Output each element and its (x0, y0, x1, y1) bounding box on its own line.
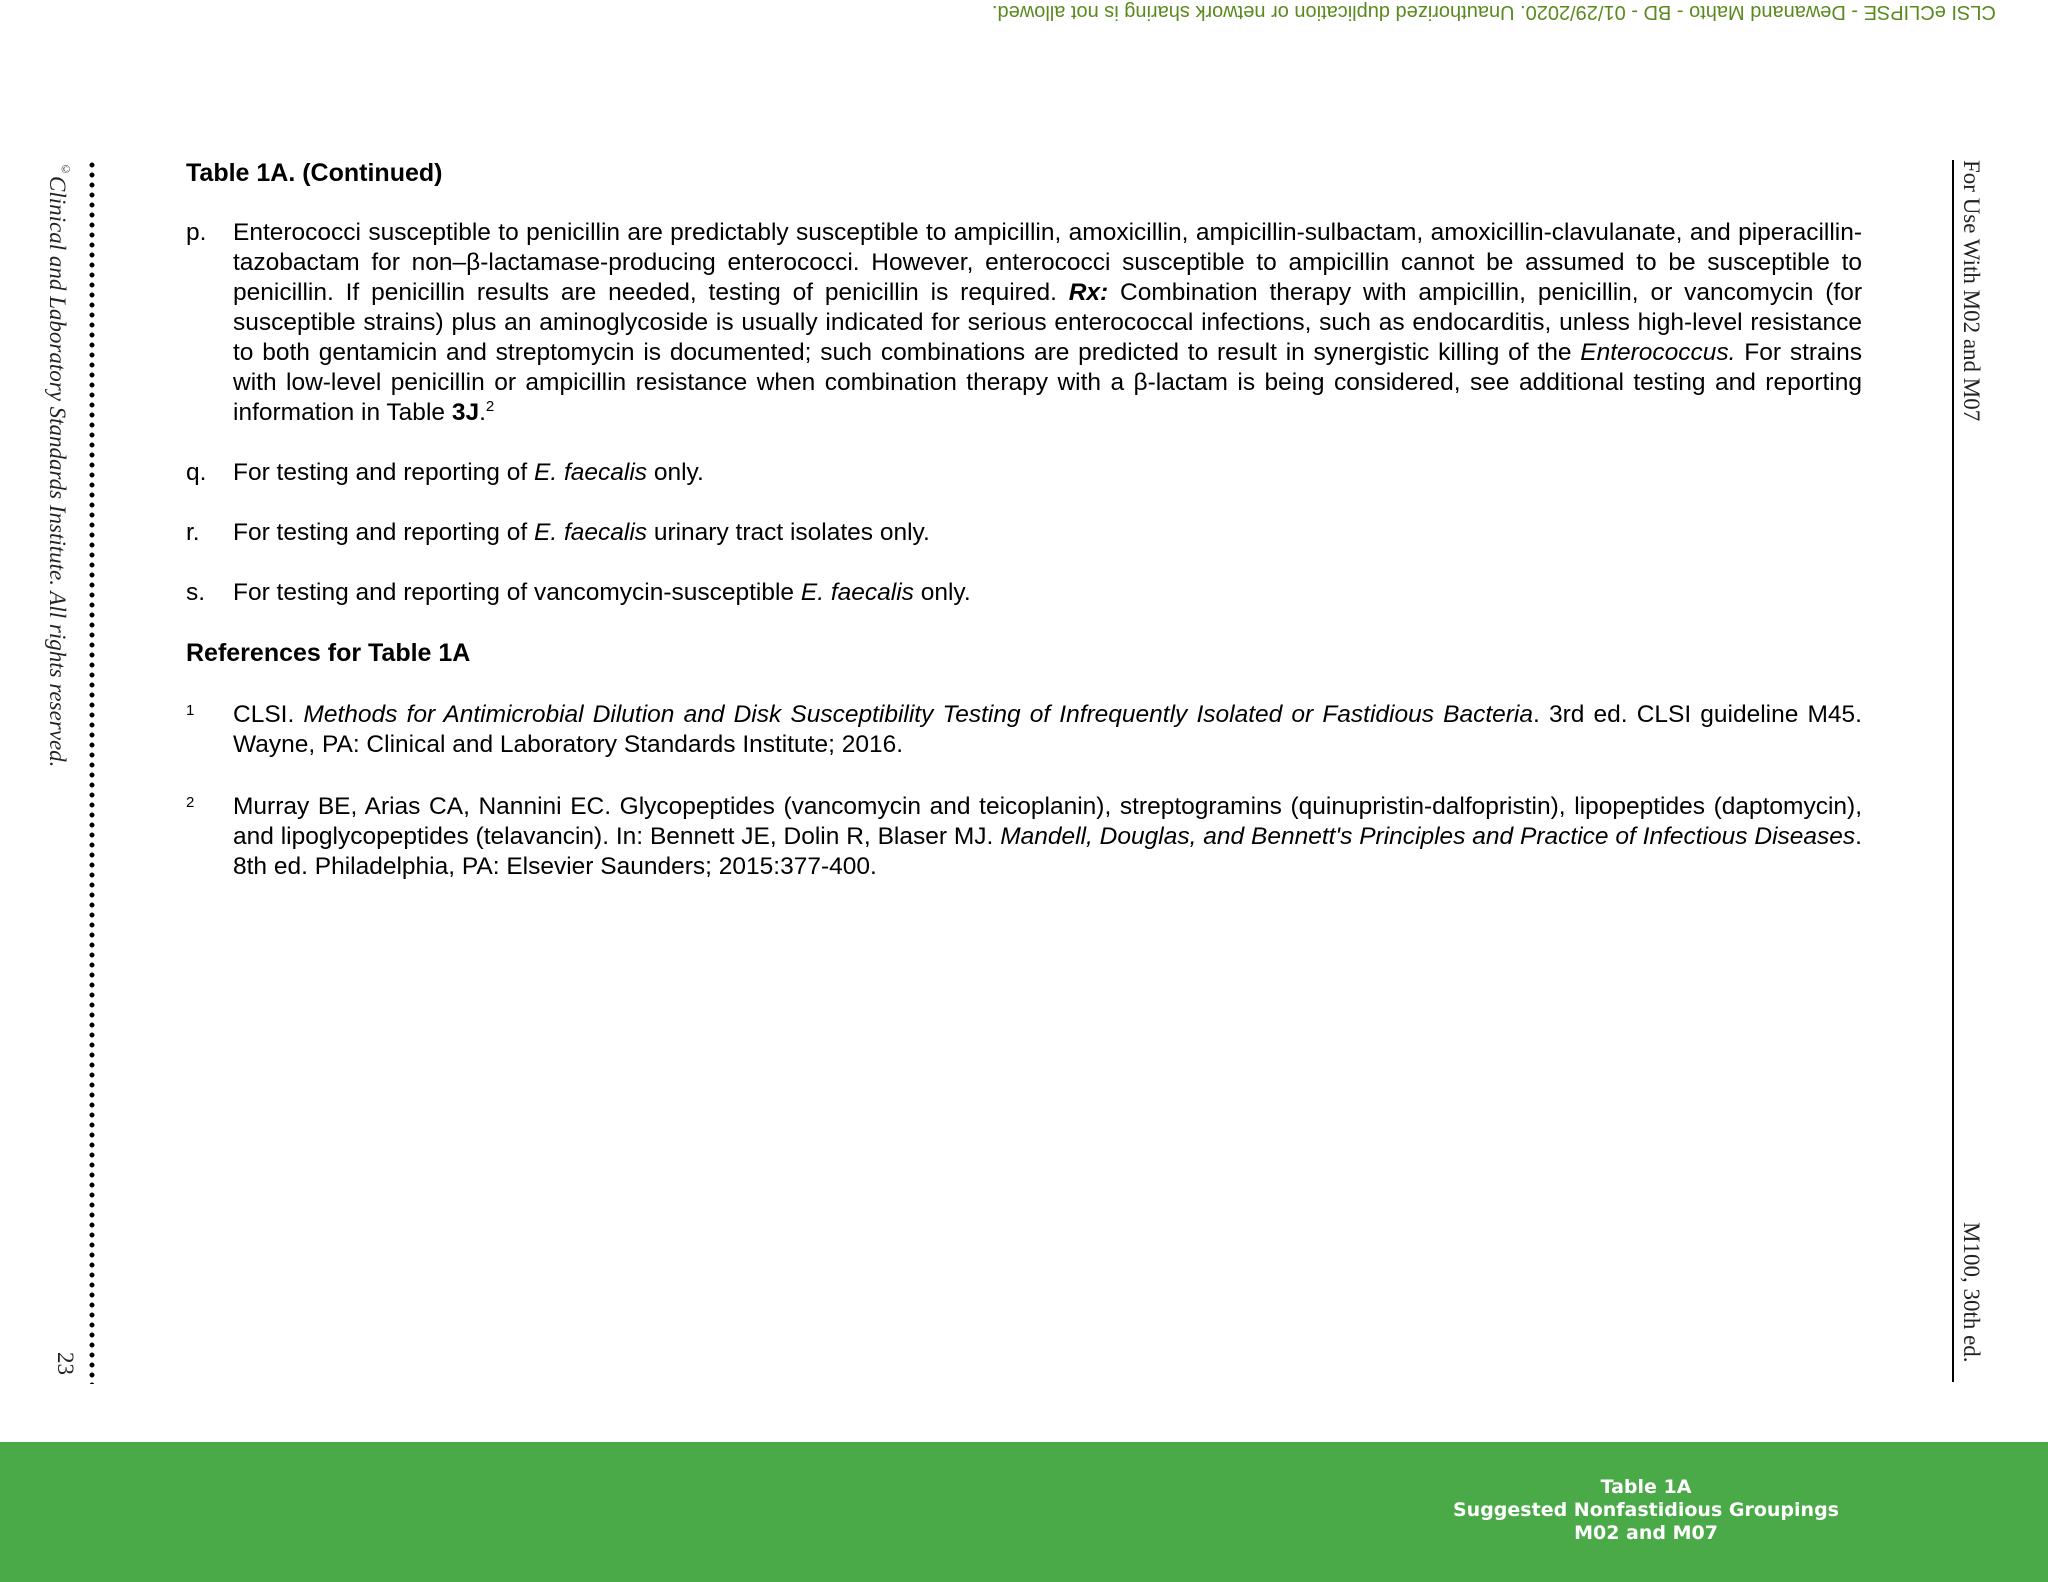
reference-title: Mandell, Douglas, and Bennett's Principles and Practice of Infectious Diseases (1000, 823, 1856, 850)
organism-name: E. faecalis (533, 519, 648, 546)
note-p-part1: Enterococci susceptible to penicillin are predictably susceptible to ampicillin, amoxicillin, ampicillin-sulbactam, amoxicillin-clavulanate, and piperacillin-tazobactam for non–β-lactamase-producing enterococci. However, enterococci susceptible to ampicillin cannot be assumed to be susceptible to penicillin. If penicillin results are needed, testing of penicillin is required. (233, 219, 1862, 306)
note-p (186, 218, 1862, 428)
note-label: r. (186, 519, 200, 546)
footer-line-standards: M02 and M07 (1574, 1522, 1718, 1544)
organism-name: E. faecalis (533, 459, 648, 486)
footer-bar (0, 1442, 2048, 1582)
reference-item (186, 792, 1862, 882)
reference-title: Methods for Antimicrobial Dilution and Disk Susceptibility Testing of Infrequently Isolated or Fastidious Bacteria (303, 701, 1533, 728)
usage-label: For Use With M02 and M07 (1959, 160, 1984, 422)
copyright-notice (44, 162, 73, 767)
reference-text (233, 700, 1862, 760)
table-heading: Table 1A. (Continued) (186, 159, 443, 187)
note-text (233, 218, 1862, 428)
reference-number: 1 (186, 702, 195, 719)
reference-pre: Murray BE, Arias CA, Nannini EC. Glycopeptides (vancomycin and teicoplanin), streptogramins (quinupristin-dalfopristin), lipopeptides (daptomycin), and lipoglycopeptides (telavancin). In: Bennett JE, Dolin R, Blaser MJ. (233, 793, 1862, 850)
note-text (233, 458, 1862, 488)
edition-label: M100, 30th ed. (1959, 1222, 1984, 1363)
reference-post: . 8th ed. Philadelphia, PA: Elsevier Saunders; 2015:377-400. (233, 823, 1862, 880)
note-text (233, 578, 1862, 608)
note-q-pre: For testing and reporting of (233, 459, 534, 486)
note-s-post: only. (913, 579, 971, 606)
footer-line-table: Table 1A (1600, 1476, 1692, 1498)
note-s-pre: For testing and reporting of vancomycin-susceptible (233, 579, 801, 606)
organism-name: Enterococcus. (1580, 339, 1736, 366)
note-s (186, 578, 1862, 608)
note-r (186, 518, 1862, 548)
reference-text (233, 792, 1862, 882)
note-r-pre: For testing and reporting of (233, 519, 534, 546)
page-number: 23 (53, 1352, 78, 1375)
note-q (186, 458, 1862, 488)
dotted-divider (88, 160, 96, 1384)
copyright-text: Clinical and Laboratory Standards Institute. All rights reserved. (45, 176, 70, 768)
reference-number: 2 (186, 794, 195, 811)
copyright-symbol: © (58, 162, 73, 176)
document-body (186, 158, 1862, 882)
footer-line-title: Suggested Nonfastidious Groupings (1453, 1499, 1839, 1521)
note-q-post: only. (647, 459, 704, 486)
rx-label: Rx: (1068, 279, 1109, 306)
footer-caption (1436, 1476, 1856, 1545)
note-p-end: . (479, 399, 486, 426)
reference-pre: CLSI. (233, 701, 304, 728)
note-label: q. (186, 459, 207, 486)
reference-post: . 3rd ed. CLSI guideline M45. Wayne, PA: Clinical and Laboratory Standards Institute; 2016. (233, 701, 1862, 758)
note-label: p. (186, 219, 207, 246)
organism-name: E. faecalis (800, 579, 914, 606)
right-divider (1952, 160, 1954, 1382)
footnote-marker: 2 (485, 397, 495, 415)
note-text (233, 518, 1862, 548)
note-p-part3: For strains with low-level penicillin or ampicillin resistance when combination therapy with a β-lactam is being considered, see additional testing and reporting information in Table (233, 339, 1863, 426)
reference-item (186, 700, 1862, 760)
note-p-part2: Combination therapy with ampicillin, penicillin, or vancomycin (for susceptible strains) plus an aminoglycoside is usually indicated for serious enterococcal infections, such as endocarditis, unless high-level resistance to both gentamicin and streptomycin is documented; such combinations are predicted to result in synergistic killing of the (233, 279, 1863, 366)
references-heading: References for Table 1A (186, 639, 471, 667)
watermark: CLSI eCLIPSE - Dewanand Mahto - BD - 01/29/2020. Unauthorized duplication or network sharing is not allowed. (992, 1, 1996, 23)
note-label: s. (186, 579, 206, 606)
table-reference: 3J (451, 399, 480, 426)
note-r-post: urinary tract isolates only. (647, 519, 930, 546)
